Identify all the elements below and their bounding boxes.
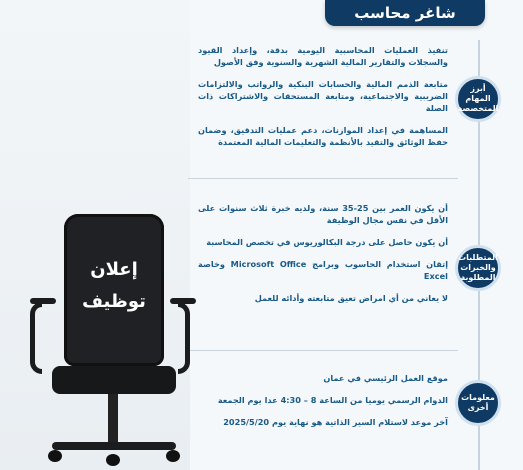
chair-wheel	[166, 450, 180, 462]
chair-seat	[52, 366, 176, 394]
page-title: شاغر محاسب	[325, 0, 485, 26]
chair-stem	[108, 394, 118, 444]
chair-back	[64, 214, 164, 366]
chair-arm	[178, 302, 190, 374]
list-item: الدوام الرسمي يوميا من الساعة 8 – 4:30 عدا يوم الجمعة	[217, 395, 448, 405]
chair-wheel	[106, 454, 120, 466]
list-item: آخر موعد لاستلام السير الذاتية هو نهاية يوم 2025/5/20	[223, 417, 448, 427]
section-tasks	[198, 44, 448, 158]
list-item: موقع العمل الرئيسي في عمان	[323, 373, 448, 383]
divider	[188, 178, 458, 179]
badge-tasks: أبرز المهام المتخصصة	[455, 76, 501, 122]
list-item: أن يكون العمر بين 25-35 سنة، ولديه خبرة ثلاث سنوات على الأقل في نفس مجال الوظيفة	[198, 203, 448, 225]
list-item: إتقان استخدام الحاسوب وبرامج Microsoft Office وخاصة Excel	[198, 259, 448, 281]
chair-sign	[64, 254, 164, 318]
badge-other-info: معلومات أخرى	[455, 380, 501, 426]
section-other-info	[198, 372, 448, 438]
badge-requirements: المتطلبات والخبرات المطلوبة	[455, 245, 501, 291]
chair-wheel	[48, 450, 62, 462]
chair-base	[52, 442, 176, 450]
list-item: المساهمة في إعداد الموازنات، دعم عمليات التدقيق، وضمان حفظ الوثائق والتقيد بالأنظمة والتعليمات المالية المعتمدة	[198, 125, 448, 147]
chair-sign-line2: توظيف	[82, 291, 146, 312]
list-item: أن يكون حاصل على درجة البكالوريوس في تخصص المحاسبة	[206, 237, 448, 247]
chair-sign-line1: إعلان	[90, 259, 138, 280]
list-item: متابعة الذمم المالية والحسابات البنكية والرواتب والالتزامات الضريبية والاجتماعية، ومتابعة المستحقات والاشتراكات ذات الصلة	[198, 79, 448, 113]
section-requirements	[198, 202, 448, 314]
divider	[188, 350, 458, 351]
list-item: تنفيذ العمليات المحاسبية اليومية بدقة، وإعداد القيود والسجلات والتقارير المالية الشهرية والسنوية وفق الأصول	[198, 45, 448, 67]
chair-arm-pad	[30, 298, 56, 304]
list-item: لا يعاني من أي امراض تعيق متابعته وأدائه للعمل	[254, 293, 448, 303]
office-chair-illustration	[30, 214, 200, 470]
chair-arm	[30, 302, 42, 374]
